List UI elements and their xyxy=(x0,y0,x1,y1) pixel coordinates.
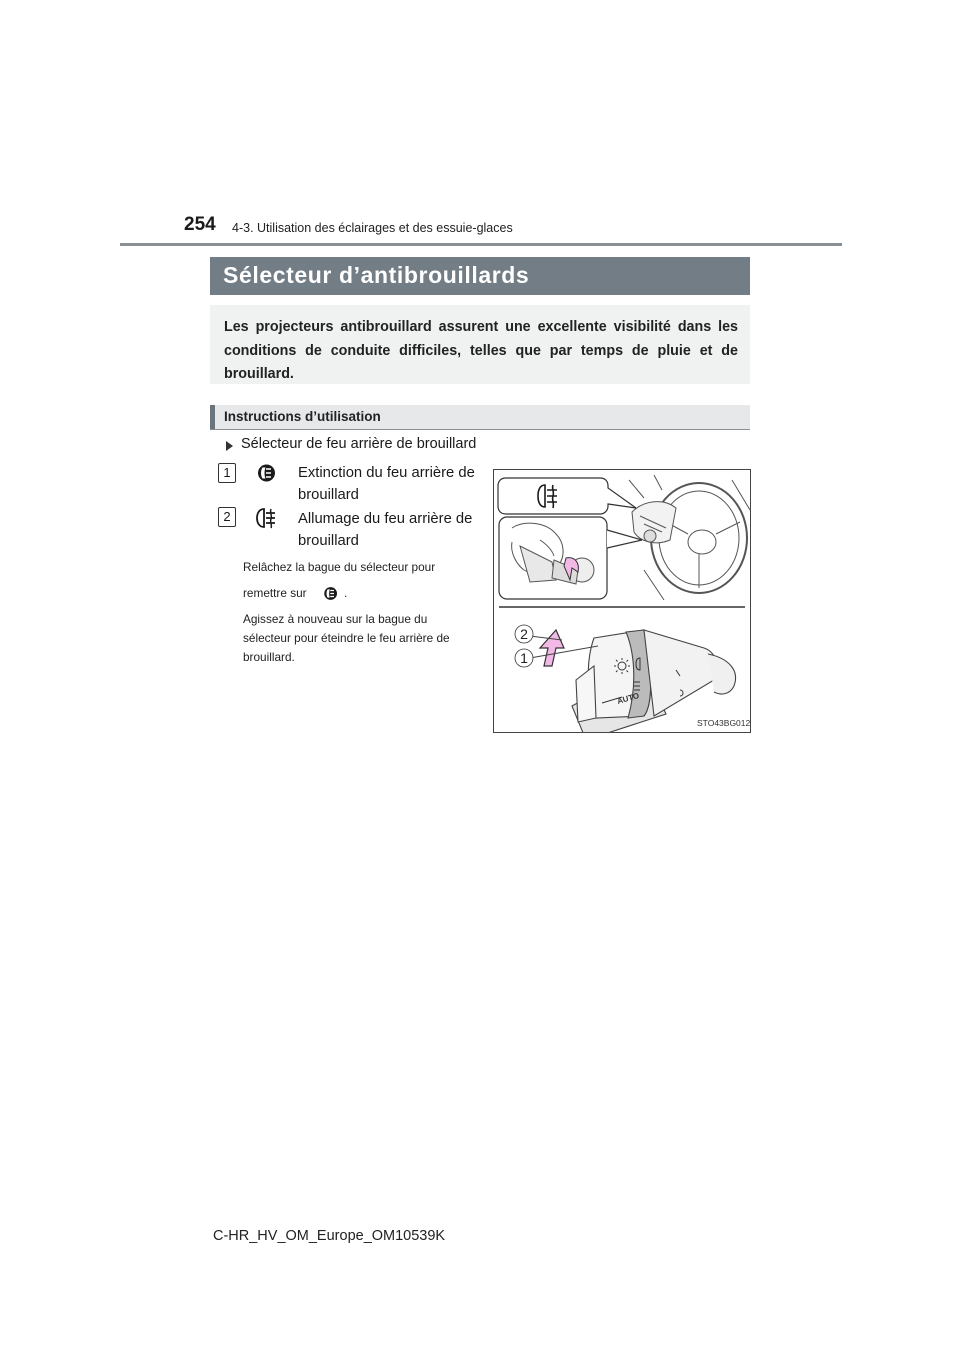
illustration-drawing xyxy=(494,470,750,732)
note-2-line3: brouillard. xyxy=(243,650,295,664)
bullet-arrow-icon xyxy=(226,441,233,451)
subheading xyxy=(210,405,750,430)
rear-fog-light-icon xyxy=(255,506,281,530)
section-reference: 4-3. Utilisation des éclairages et des essuie-glaces xyxy=(232,221,513,235)
item-2-line2: brouillard xyxy=(298,533,359,549)
item-1-line2: brouillard xyxy=(298,487,359,503)
page-number: 254 xyxy=(184,214,216,235)
note-1-end: . xyxy=(344,586,348,600)
subheading-accent xyxy=(210,405,215,429)
intro-box xyxy=(210,305,750,384)
bullet-text: Sélecteur de feu arrière de brouillard xyxy=(241,436,477,452)
item-number-2: 2 xyxy=(218,507,236,527)
document-id: C-HR_HV_OM_Europe_OM10539K xyxy=(213,1228,446,1244)
callout-1: 1 xyxy=(520,650,528,666)
callout-2: 2 xyxy=(520,626,528,642)
fog-light-off-icon xyxy=(255,462,279,484)
subheading-text: Instructions d’utilisation xyxy=(224,409,381,424)
note-2-line1: Agissez à nouveau sur la bague du xyxy=(243,612,428,626)
figure-code: STO43BG012 xyxy=(697,718,750,728)
note-1-line2: remettre sur xyxy=(243,586,307,600)
switch-label: AUTO xyxy=(616,691,641,706)
header-divider xyxy=(120,243,842,246)
item-1-line1: Extinction du feu arrière de xyxy=(298,465,475,481)
note-1-line1: Relâchez la bague du sélecteur pour xyxy=(243,560,436,574)
item-number-1: 1 xyxy=(218,463,236,483)
note-2-line2: sélecteur pour éteindre le feu arrière de xyxy=(243,631,450,645)
lever-illustration xyxy=(493,469,751,733)
fog-light-off-icon-inline xyxy=(322,585,340,602)
intro-text: Les projecteurs antibrouillard assurent une excellente visibilité dans les conditions de conduite difficiles, telles que par temps de pluie et de brouillard. xyxy=(224,319,738,382)
item-2-line1: Allumage du feu arrière de xyxy=(298,511,473,527)
title-bar xyxy=(210,257,750,295)
page-title: Sélecteur d’antibrouillards xyxy=(223,262,530,288)
